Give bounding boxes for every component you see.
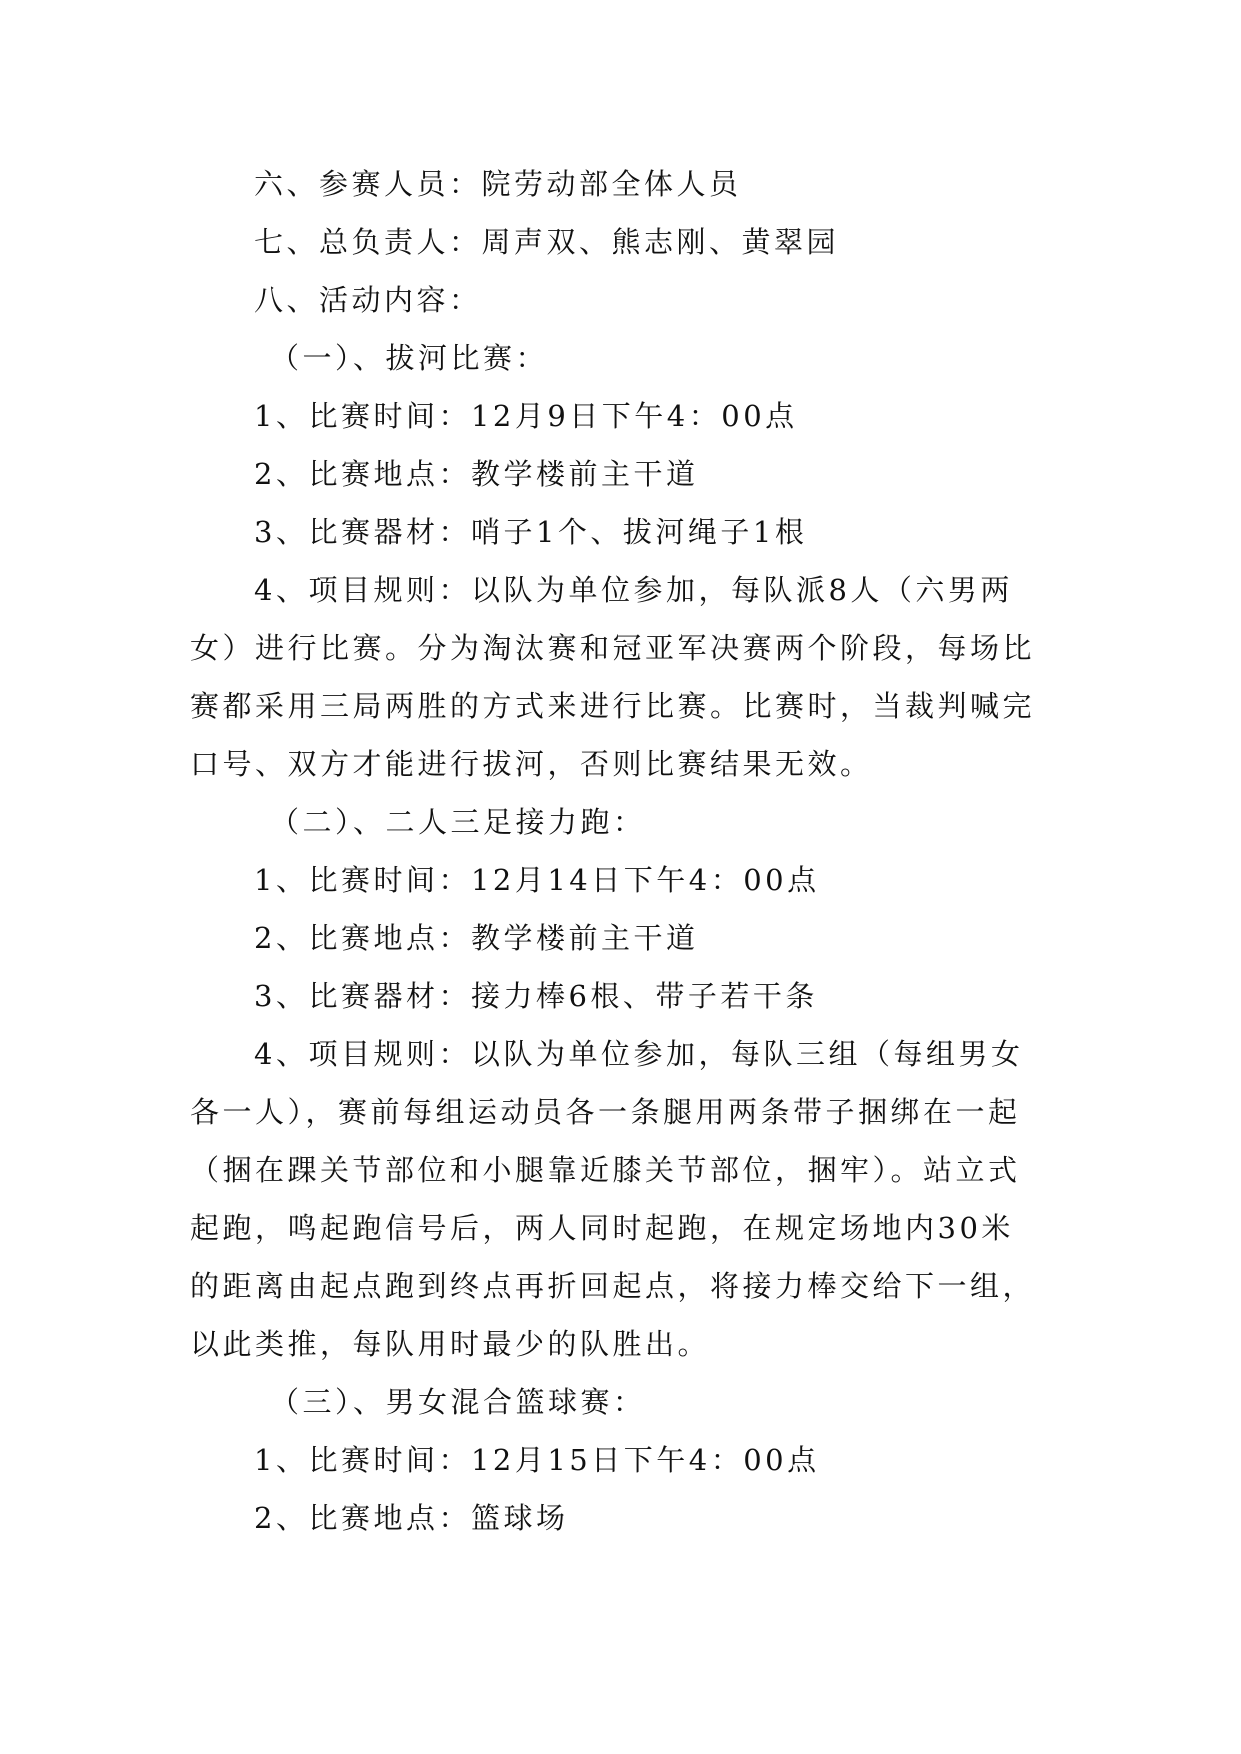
section-2-rules-line-3: （捆在踝关节部位和小腿靠近膝关节部位，捆牢）。站立式 [190, 1153, 1021, 1187]
chief-line: 七、总负责人：周声双、熊志刚、黄翠园 [254, 225, 840, 259]
section-2-place: 2、比赛地点：教学楼前主干道 [254, 921, 699, 955]
section-1-rules-line-3: 赛都采用三局两胜的方式来进行比赛。比赛时，当裁判喊完 [190, 689, 1036, 723]
section-1-rules-line-2: 女）进行比赛。分为淘汰赛和冠亚军决赛两个阶段，每场比 [190, 631, 1036, 665]
section-3-time: 1、比赛时间：12月15日下午4：00点 [254, 1443, 820, 1477]
section-1-rules-line-1: 4、项目规则：以队为单位参加，每队派8人（六男两 [254, 573, 1013, 607]
section-1-heading: （一）、拔河比赛： [270, 341, 549, 375]
section-2-heading: （二）、二人三足接力跑： [270, 805, 646, 839]
section-2-rules-line-1: 4、项目规则：以队为单位参加，每队三组（每组男女 [254, 1037, 1024, 1071]
section-3-place: 2、比赛地点：篮球场 [254, 1501, 569, 1535]
section-2-rules-line-5: 的距离由起点跑到终点再折回起点，将接力棒交给下一组， [190, 1269, 1036, 1303]
activity-heading: 八、活动内容： [254, 283, 482, 317]
section-2-equipment: 3、比赛器材：接力棒6根、带子若干条 [254, 979, 818, 1013]
section-1-equipment: 3、比赛器材：哨子1个、拔河绳子1根 [254, 515, 808, 549]
section-2-time: 1、比赛时间：12月14日下午4：00点 [254, 863, 820, 897]
section-2-rules-line-4: 起跑，鸣起跑信号后，两人同时起跑，在规定场地内30米 [190, 1211, 1014, 1245]
section-3-heading: （三）、男女混合篮球赛： [270, 1385, 646, 1419]
section-1-time: 1、比赛时间：12月9日下午4：00点 [254, 399, 798, 433]
section-2-rules-line-2: 各一人），赛前每组运动员各一条腿用两条带子捆绑在一起 [190, 1095, 1021, 1129]
section-2-rules-line-6: 以此类推，每队用时最少的队胜出。 [190, 1327, 711, 1361]
section-1-rules-line-4: 口号、双方才能进行拔河，否则比赛结果无效。 [190, 747, 873, 781]
section-1-place: 2、比赛地点：教学楼前主干道 [254, 457, 699, 491]
participants-line: 六、参赛人员：院劳动部全体人员 [254, 167, 742, 201]
